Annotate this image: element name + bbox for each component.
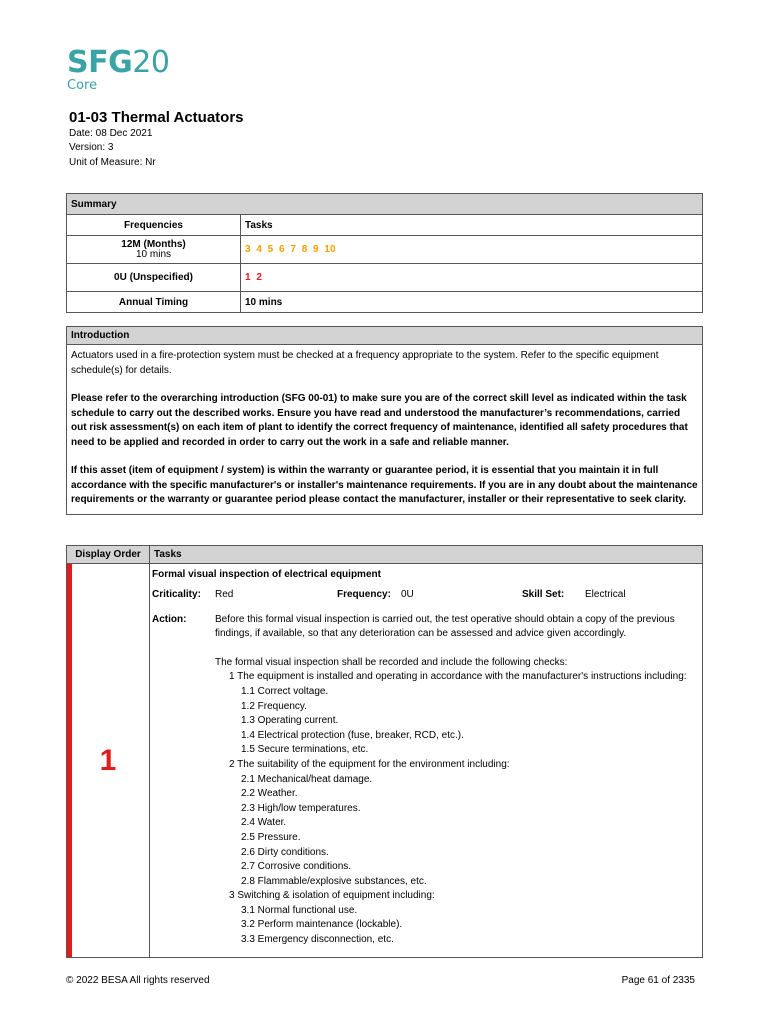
display-order-header: Display Order	[67, 546, 150, 564]
introduction-table	[66, 326, 703, 515]
sfg20-logo	[67, 46, 169, 93]
summary-row	[67, 264, 703, 292]
check-item: 2 The suitability of the equipment for the environment including:	[229, 758, 510, 770]
action-section	[152, 613, 700, 948]
logo-subtitle: Core	[67, 78, 98, 93]
check-item: 3 Switching & isolation of equipment including:	[229, 890, 435, 902]
summary-table	[66, 193, 703, 313]
task-title: Formal visual inspection of electrical equipment	[152, 569, 381, 580]
frequencies-column-header: Frequencies	[67, 215, 241, 236]
check-subitem: 2.5 Pressure.	[241, 831, 301, 843]
check-subitem: 2.1 Mechanical/heat damage.	[241, 773, 373, 785]
frequency-cell	[67, 236, 241, 264]
introduction-heading: Introduction	[67, 327, 703, 345]
introduction-paragraph: If this asset (item of equipment / system) is within the warranty or guarantee period, it is essential that you maintain it in full accordance with the specific manufacturer's or installer's maintenance requirements. If you are in any doubt about the maintenance requirements or the warranty or guarantee period please contact the manufacturer, installer or their representative to seek clarity.	[71, 465, 698, 505]
action-intro: The formal visual inspection shall be recorded and include the following checks:	[215, 656, 568, 668]
check-subitem: 2.3 High/low temperatures.	[241, 802, 361, 814]
frequency-duration: 10 mins	[135, 249, 171, 260]
summary-heading: Summary	[67, 194, 703, 215]
frequency-label: 12M (Months)	[121, 239, 186, 250]
action-paragraph: Before this formal visual inspection is carried out, the test operative should obtain a copy of the previous findings, if available, so that any deterioration can be assessed and advice given accordingly.	[215, 613, 675, 640]
frequency-label: Frequency:	[337, 588, 391, 600]
check-list	[215, 670, 700, 947]
task-table	[66, 545, 703, 958]
action-text	[215, 613, 700, 948]
frequency-task-list: 1 2	[241, 264, 703, 292]
summary-row	[67, 236, 703, 264]
introduction-paragraph: Please refer to the overarching introduction (SFG 00-01) to make sure you are of the correct skill level as indicated within the task schedule to carry out the described works. Ensure you have read and understood the manufacturer’s recommendations, carried out risk assessment(s) on each item of plant to identify the correct frequency of maintenance, identified all safety procedures that need to be applied and recorded in order to carry out the work in a safe and reliable manner.	[71, 393, 688, 448]
document-version: Version: 3	[69, 142, 114, 153]
check-subitem: 2.4 Water.	[241, 817, 287, 829]
check-subitem: 3.1 Normal functional use.	[241, 904, 358, 916]
check-subitem: 1.5 Secure terminations, etc.	[241, 744, 369, 756]
document-title: 01-03 Thermal Actuators	[69, 109, 244, 126]
check-subitem: 2.2 Weather.	[241, 788, 298, 800]
check-subitem: 1.1 Correct voltage.	[241, 685, 329, 697]
check-subitem: 2.6 Dirty conditions.	[241, 846, 329, 858]
logo-number: 20	[132, 45, 170, 80]
footer-page-number: Page 61 of 2335	[621, 975, 695, 986]
logo-brand: SFG	[67, 45, 133, 80]
introduction-body	[67, 345, 703, 515]
logo-wordmark	[67, 46, 169, 80]
check-subitem: 1.2 Frequency.	[241, 700, 307, 712]
criticality-value: Red	[215, 588, 234, 600]
tasks-column-header: Tasks	[241, 215, 703, 236]
annual-timing-value: 10 mins	[241, 292, 703, 313]
tasks-header: Tasks	[150, 546, 703, 564]
skill-set-label: Skill Set:	[522, 588, 565, 600]
check-item: 1 The equipment is installed and operating in accordance with the manufacturer's instructions including:	[229, 671, 687, 683]
task-detail-cell	[150, 564, 703, 958]
task-attributes	[152, 588, 700, 603]
introduction-paragraph: Actuators used in a fire-protection system must be checked at a frequency appropriate to the system. Refer to the specific equipment schedule(s) for details.	[71, 350, 659, 376]
document-unit: Unit of Measure: Nr	[69, 157, 156, 168]
criticality-label: Criticality:	[152, 588, 201, 600]
skill-set-value: Electrical	[585, 588, 626, 600]
annual-timing-label: Annual Timing	[67, 292, 241, 313]
frequency-label: 0U (Unspecified)	[67, 264, 241, 292]
footer-copyright: © 2022 BESA All rights reserved	[66, 975, 210, 986]
criticality-bar	[67, 564, 72, 957]
display-order-number: 1	[99, 743, 117, 777]
check-subitem: 1.4 Electrical protection (fuse, breaker, RCD, etc.).	[241, 729, 464, 741]
action-label: Action:	[152, 613, 187, 625]
frequency-value: 0U	[401, 588, 414, 600]
check-subitem: 1.3 Operating current.	[241, 715, 339, 727]
check-subitem: 2.7 Corrosive conditions.	[241, 861, 352, 873]
frequency-task-list: 3 4 5 6 7 8 9 10	[241, 236, 703, 264]
document-date: Date: 08 Dec 2021	[69, 128, 153, 139]
check-subitem: 3.3 Emergency disconnection, etc.	[241, 934, 394, 946]
check-subitem: 2.8 Flammable/explosive substances, etc.	[241, 875, 427, 887]
check-subitem: 3.2 Perform maintenance (lockable).	[241, 919, 403, 931]
display-order-cell	[67, 564, 150, 958]
